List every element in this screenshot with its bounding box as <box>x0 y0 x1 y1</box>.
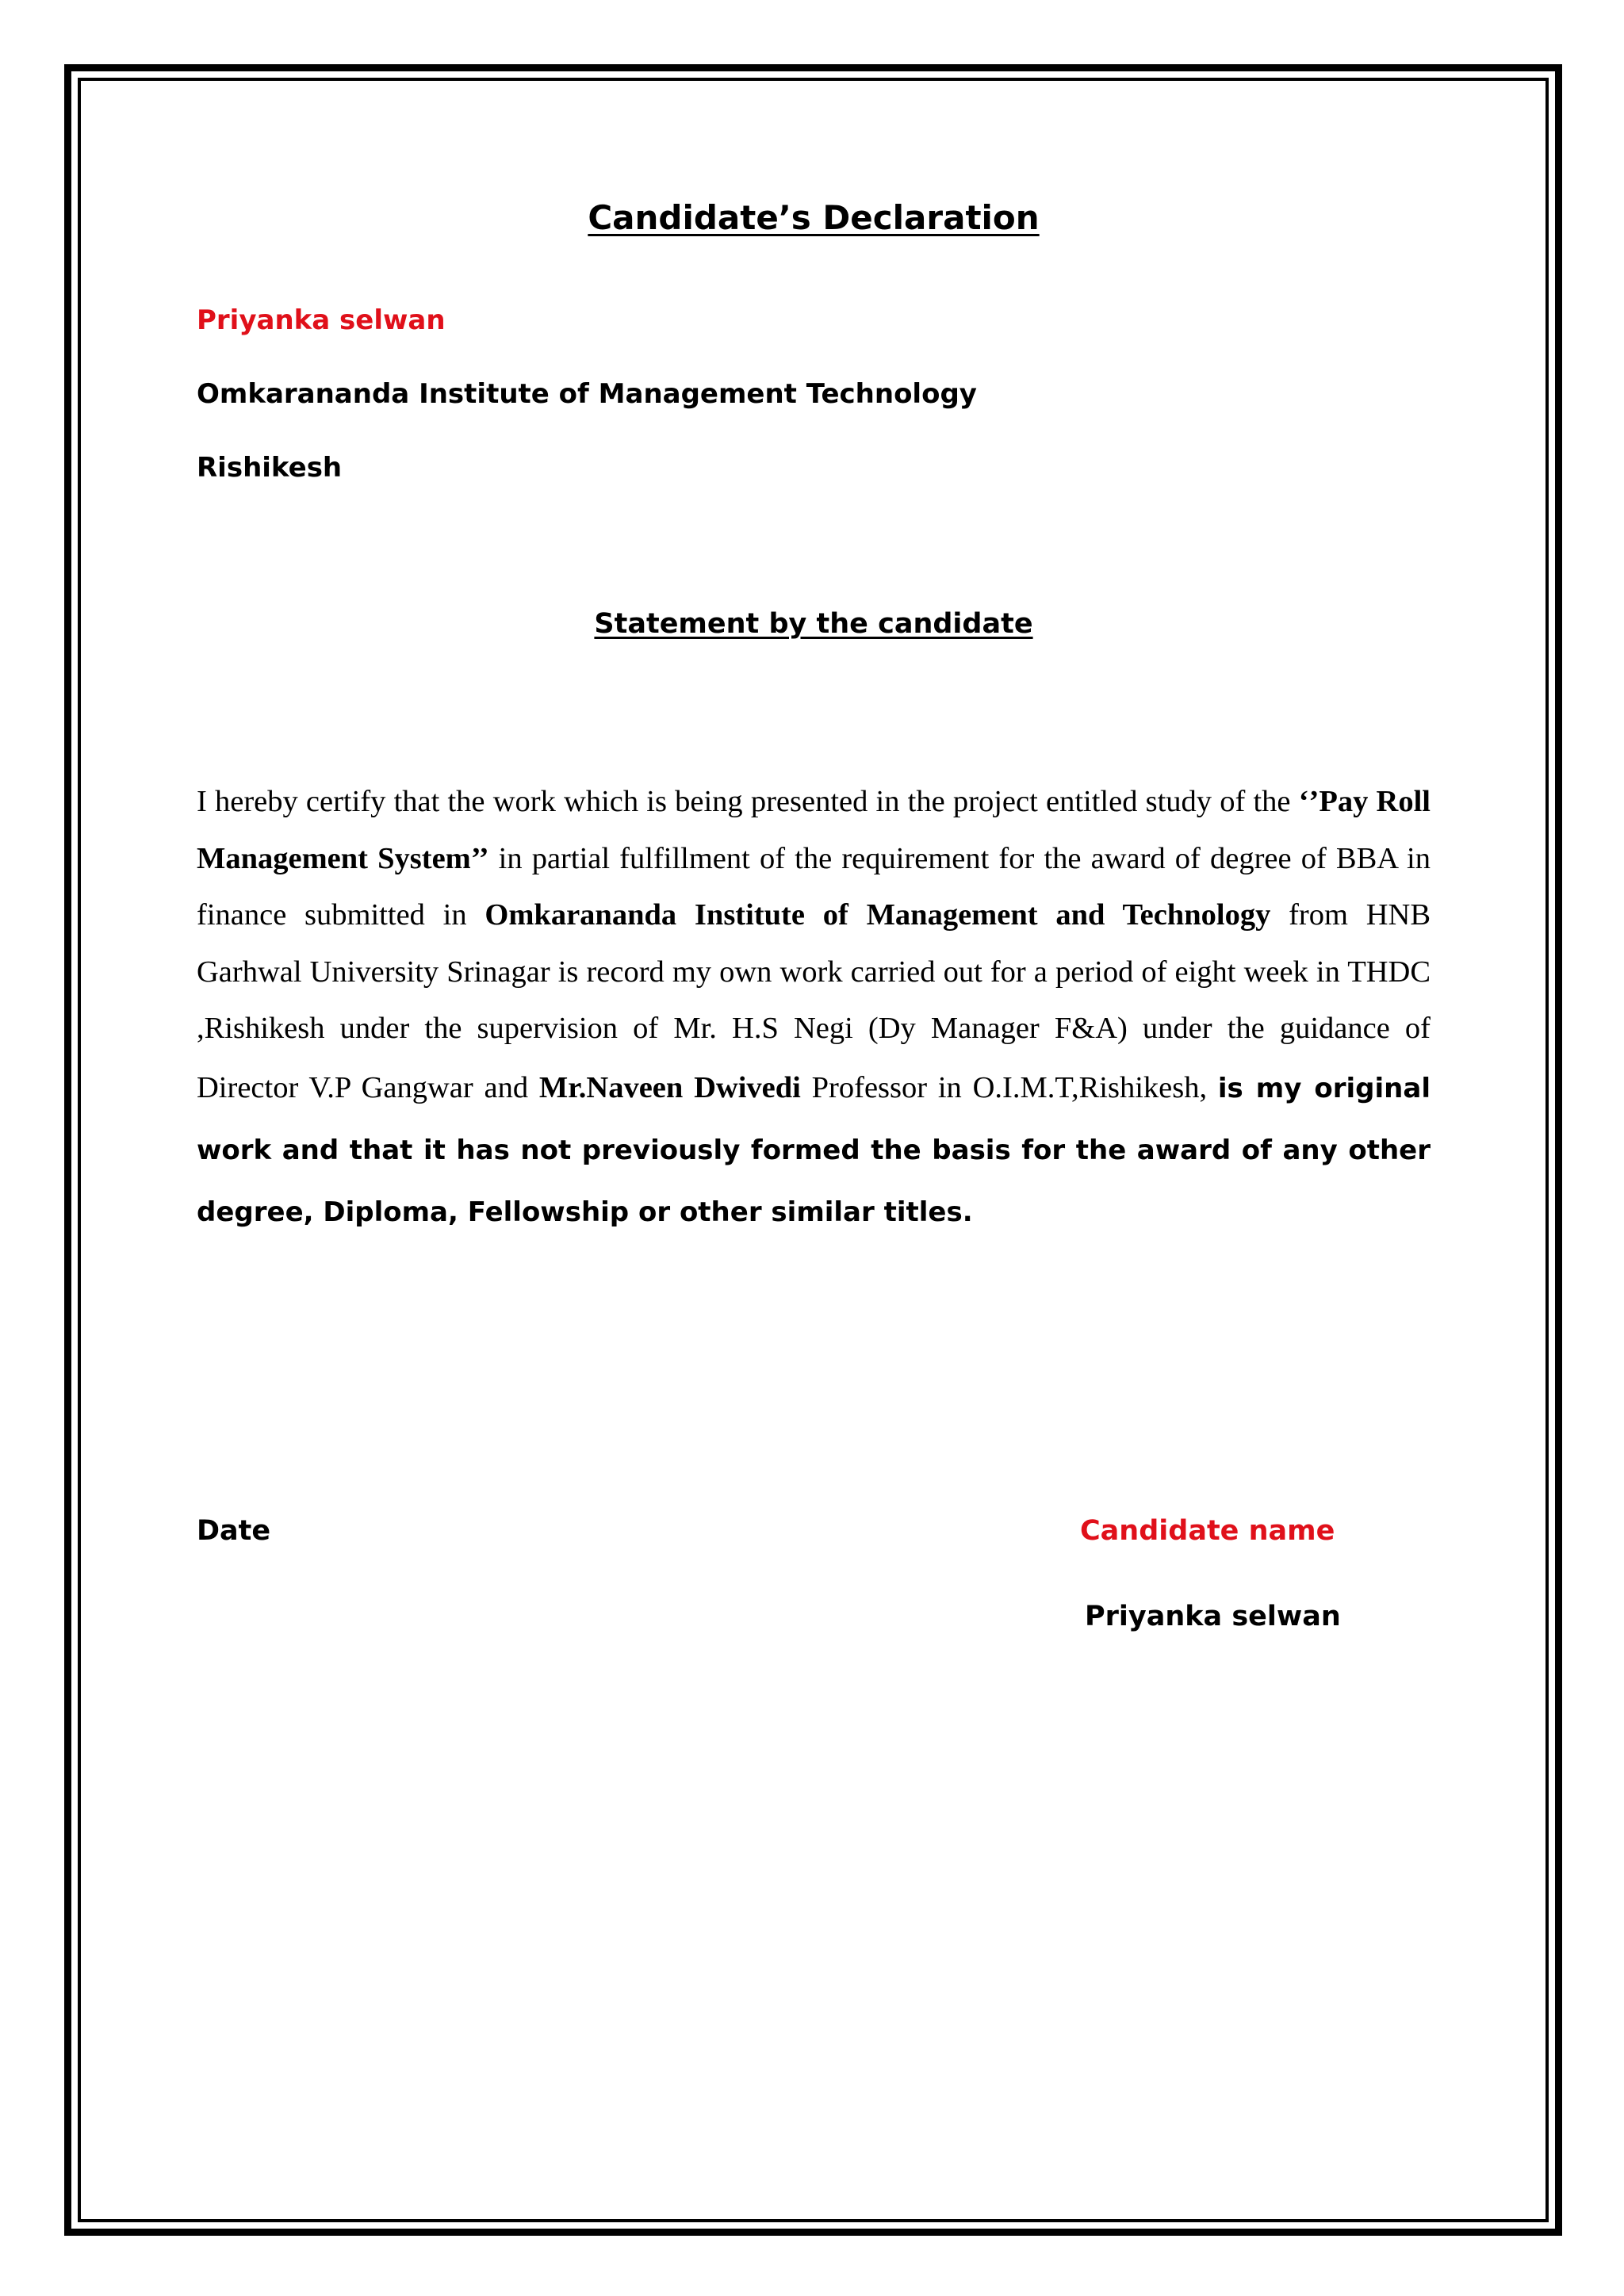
project-title: ‘’Pay Roll Management System’’ <box>197 785 1431 875</box>
page-title: Candidate’s Declaration <box>588 198 1040 237</box>
originality-statement: is my original work and that it has not previously formed the basis for the award of any other degree, Diploma, Fellowship or other similar titles. <box>197 1072 1431 1228</box>
institute-name-inline: Omkarananda Institute of Management and Technology <box>485 898 1271 932</box>
section-subtitle: Statement by the candidate <box>594 608 1033 640</box>
paragraph-text-3: from HNB Garhwal University Srinagar is record my own work carried out for a period of eight week in THDC ,Rishikesh under the supervision of Mr. H.S Negi (Dy Manager F&A) under the guidance of Director V.P Gangwar and <box>197 898 1431 1104</box>
candidate-name-signature: Priyanka selwan <box>1085 1601 1341 1632</box>
date-label: Date <box>197 1515 271 1547</box>
professor-name: Mr.Naveen Dwivedi <box>538 1070 801 1104</box>
paragraph-text-4: Professor in O.I.M.T,Rishikesh, <box>800 1070 1218 1104</box>
declaration-paragraph <box>197 774 1431 1243</box>
institute-name: Omkarananda Institute of Management Technology <box>197 378 977 410</box>
institute-city: Rishikesh <box>197 452 343 484</box>
paragraph-text-2: in partial fulfillment of the requirement for the award of degree of BBA in finance submitted in <box>197 841 1431 932</box>
candidate-name-label: Candidate name <box>1080 1515 1335 1547</box>
candidate-name-header: Priyanka selwan <box>197 304 446 336</box>
paragraph-text-1: I hereby certify that the work which is being presented in the project entitled study of the <box>197 785 1299 818</box>
